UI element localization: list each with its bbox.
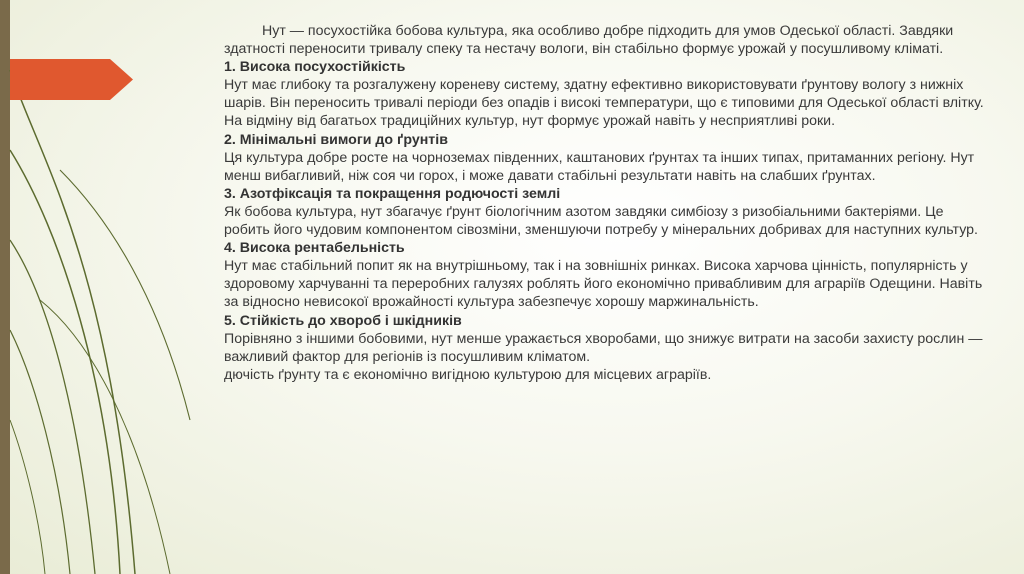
section-body: Як бобова культура, нут збагачує ґрунт біологічним азотом завдяки симбіозу з ризобіальними бактеріями. Це робить його чудовим компонентом сівозміни, зменшуючи потребу у мінеральних добривах для наступних культур. [224, 203, 978, 239]
closing-line: дючість ґрунту та є економічно вигідною культурою для місцевих аграріїв. [224, 366, 712, 383]
text-content [224, 22, 984, 384]
section-heading: 5. Стійкість до хвороб і шкідників [224, 312, 462, 329]
section-body: Нут має глибоку та розгалужену кореневу систему, здатну ефективно використовувати ґрунтову вологу з нижніх шарів. Він переносить тривалі періоди без опадів і високі температури, що є типовими для Одеської області влітку. На відміну від багатьох традиційних культур, нут формує урожай навіть у несприятливі роки. [224, 77, 984, 130]
section-heading: 4. Висока рентабельність [224, 240, 405, 257]
section-heading: 3. Азотфіксація та покращення родючості землі [224, 185, 561, 202]
intro-paragraph: Нут — посухостійка бобова культура, яка особливо добре підходить для умов Одеської області. Завдяки здатності переносити тривалу спеку та нестачу вологи, він стабільно формує урожай у посушливому кліматі. [224, 23, 954, 58]
section-heading: 1. Висока посухостійкість [224, 59, 406, 76]
section-heading: 2. Мінімальні вимоги до ґрунтів [224, 131, 448, 148]
arrow-pointer-icon [10, 59, 133, 100]
section-body: Нут має стабільний попит як на внутрішньому, так і на зовнішніх ринках. Висока харчова цінність, популярність у здоровому харчуванні та переробних галузях роблять його економічно привабливим для аграріїв Одещини. Навіть за відносно невисокої врожайності культура забезпечує хорошу маржинальність. [224, 258, 983, 311]
section-body: Порівняно з іншими бобовими, нут менше уражається хворобами, що знижує витрати на засоби захисту рослин — важливий фактор для регіонів із посушливим кліматом. [224, 330, 983, 365]
section-body: Ця культура добре росте на чорноземах південних, каштанових ґрунтах та інших типах, притаманних регіону. Нут менш вибагливий, ніж соя чи горох, і може давати стабільні результати навіть на слабших ґрунтах. [224, 149, 975, 184]
